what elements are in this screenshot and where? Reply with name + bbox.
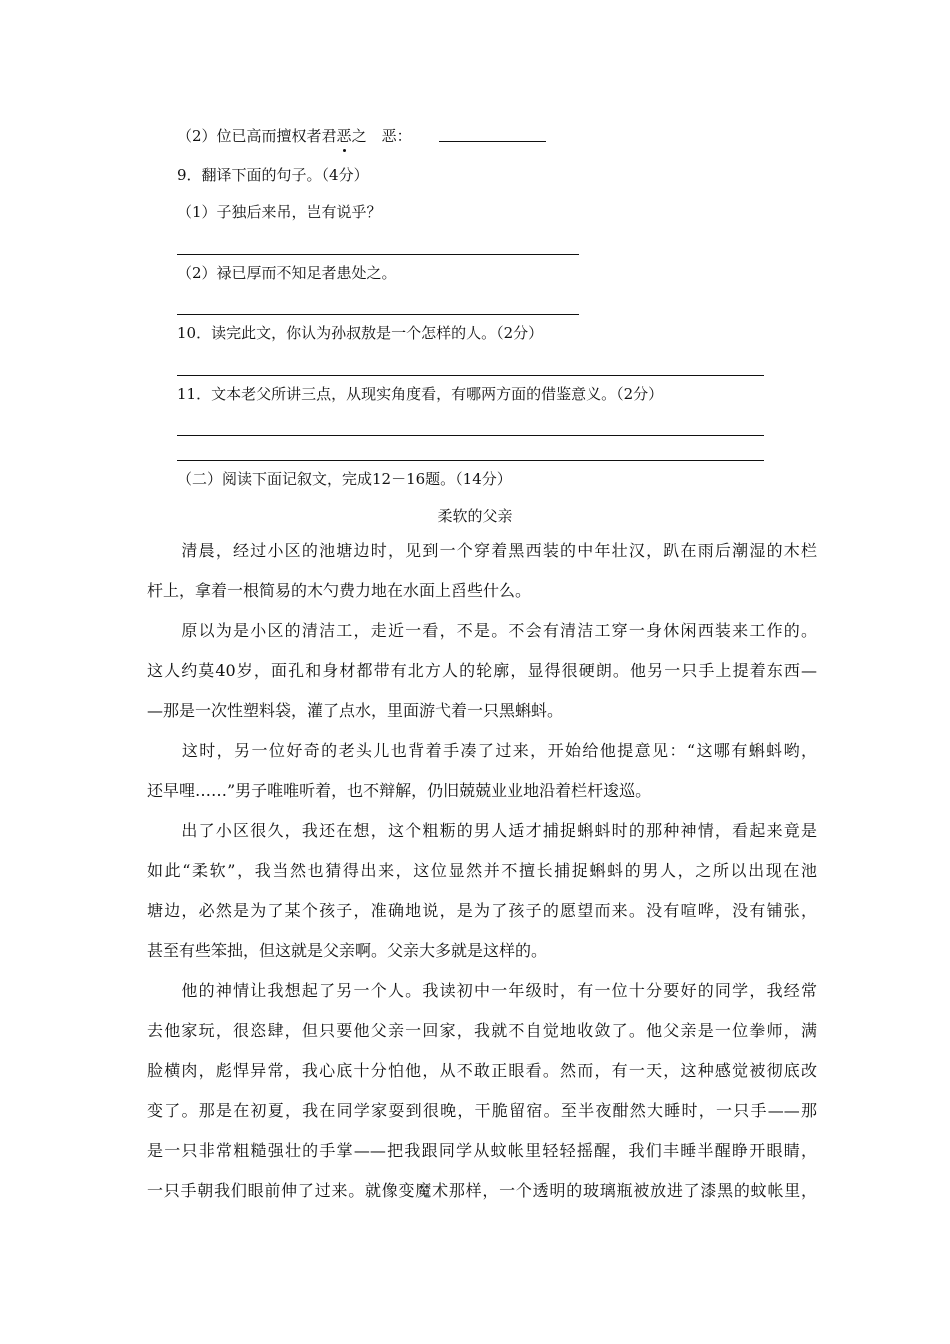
p4-line-3: 塘边，必然是为了某个孩子，准确地说，是为了孩子的愿望而来。没有喧哗，没有铺张， — [147, 901, 817, 920]
question-10-label: 10．读完此文，你认为孙叔敖是一个怎样的人。（2分） — [177, 324, 544, 342]
p3-line-1: 这时，另一位好奇的老头儿也背着手凑了过来，开始给他提意见：“这哪有蝌蚪哟， — [147, 741, 817, 760]
answer-line-11-b[interactable] — [177, 460, 764, 461]
p1-line-2: 杆上，拿着一根简易的木勺费力地在水面上舀些什么。 — [147, 581, 532, 600]
q8-2-dotted-char: 恶 — [336, 127, 352, 145]
p5-line-6: 一只手朝我们眼前伸了过来。就像变魔术那样，一个透明的玻璃瓶被放进了漆黑的蚊帐里， — [147, 1181, 817, 1200]
p2-line-1: 原以为是小区的清洁工，走近一看，不是。不会有清洁工穿一身休闲西装来工作的。 — [147, 621, 817, 640]
answer-line-8-2[interactable] — [439, 141, 546, 142]
p5-line-3: 脸横肉，彪悍异常，我心底十分怕他，从不敢正眼看。然而，有一天，这种感觉被彻底改 — [147, 1061, 817, 1080]
answer-line-9-1[interactable] — [177, 254, 579, 255]
question-11-label: 11．文本老父所讲三点，从现实角度看，有哪两方面的借鉴意义。（2分） — [177, 385, 664, 403]
p5-line-4: 变了。那是在初夏，我在同学家耍到很晚，干脆留宿。至半夜酣然大睡时，一只手——那 — [147, 1101, 817, 1120]
question-9-label: 9．翻译下面的句子。（4分） — [177, 166, 369, 184]
p4-line-1: 出了小区很久，我还在想，这个粗粝的男人适才捕捉蝌蚪时的那种神情，看起来竟是 — [147, 821, 817, 840]
article-paragraph-4 — [147, 811, 817, 971]
question-8-2 — [177, 126, 412, 146]
article-paragraph-1 — [147, 531, 817, 611]
p3-line-2: 还早哩……”男子唯唯听着，也不辩解，仍旧兢兢业业地沿着栏杆逡巡。 — [147, 781, 652, 800]
p2-line-3: —那是一次性塑料袋，灌了点水，里面游弋着一只黑蝌蚪。 — [147, 701, 564, 720]
answer-line-9-2[interactable] — [177, 314, 579, 315]
p5-line-1: 他的神情让我想起了另一个人。我读初中一年级时，有一位十分要好的同学，我经常 — [147, 981, 817, 1000]
q8-2-suffix: 之 恶： — [351, 127, 412, 145]
p5-line-2: 去他家玩，很恣肆，但只要他父亲一回家，我就不自觉地收敛了。他父亲是一位拳师，满 — [147, 1021, 817, 1040]
question-9-sentence-2: （2）禄已厚而不知足者患处之。 — [177, 264, 397, 282]
p4-line-4: 甚至有些笨拙，但这就是父亲啊。父亲大多就是这样的。 — [147, 941, 548, 960]
p5-line-5: 是一只非常粗糙强壮的手掌——把我跟同学从蚊帐里轻轻摇醒，我们丰睡半醒睁开眼睛， — [147, 1141, 817, 1160]
p1-line-1: 清晨，经过小区的池塘边时，见到一个穿着黑西装的中年壮汉，趴在雨后潮湿的木栏 — [147, 541, 817, 560]
q8-2-prefix: （2）位已高而擅权者君 — [177, 127, 337, 145]
article-paragraph-2 — [147, 611, 817, 731]
article-title: 柔软的父亲 — [437, 507, 513, 525]
p2-line-2: 这人约莫40岁，面孔和身材都带有北方人的轮廓，显得很硬朗。他另一只手上提着东西— — [147, 661, 817, 680]
question-9-sentence-1: （1）子独后来吊，岂有说乎？ — [177, 203, 382, 221]
article-paragraph-5 — [147, 971, 817, 1211]
section-2-heading: （二）阅读下面记叙文，完成12－16题。（14分） — [177, 470, 512, 488]
answer-line-10[interactable] — [177, 375, 764, 376]
article-paragraph-3 — [147, 731, 817, 811]
p4-line-2: 如此“柔软”，我当然也猜得出来，这位显然并不擅长捕捉蝌蚪的男人，之所以出现在池 — [147, 861, 817, 880]
answer-line-11-a[interactable] — [177, 435, 764, 436]
